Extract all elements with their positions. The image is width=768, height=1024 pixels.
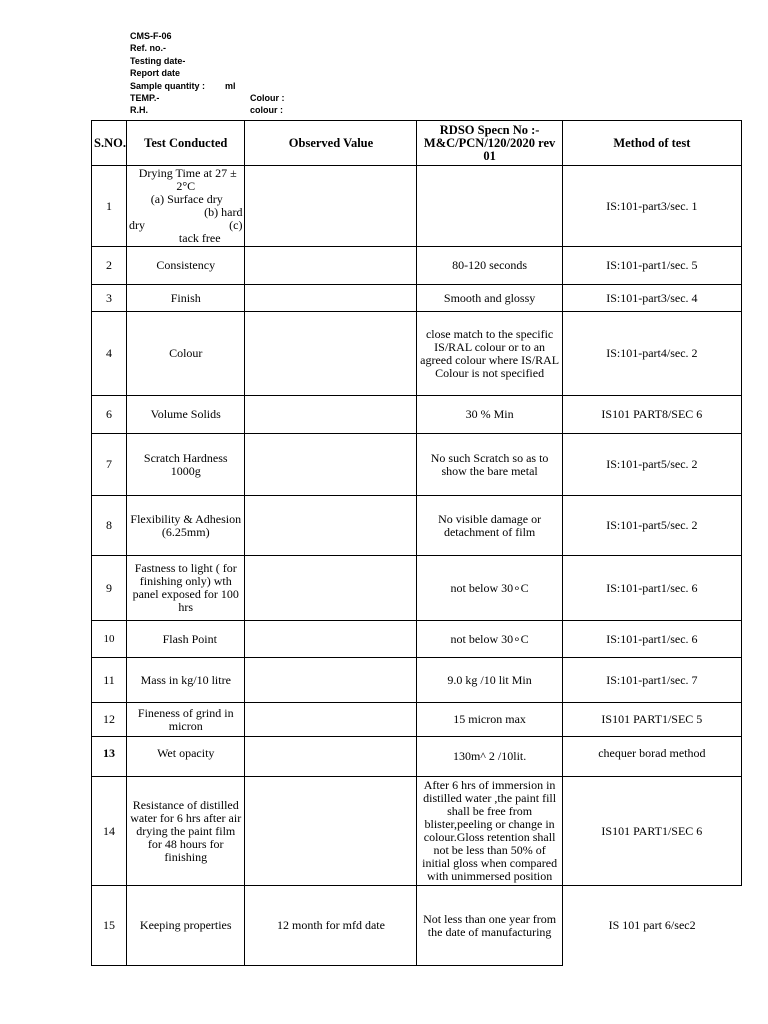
- table-row: [92, 658, 742, 703]
- spec-cell: not below 30∘C: [417, 621, 562, 658]
- sno-cell: 14: [92, 777, 127, 886]
- method-cell: IS101 PART1/SEC 5: [562, 703, 741, 737]
- report-header: [130, 30, 285, 117]
- table-row: [92, 621, 742, 658]
- table-row: [92, 556, 742, 621]
- observed-cell: [245, 658, 417, 703]
- test-cell: [127, 166, 245, 247]
- ref-no-label: Ref. no.-: [130, 43, 166, 54]
- sno-cell: 2: [92, 247, 127, 285]
- drying-line: 2°C: [176, 179, 196, 193]
- spec-cell: 30 % Min: [417, 396, 562, 434]
- colour-label-1: Colour :: [250, 92, 285, 103]
- observed-cell: [245, 777, 417, 886]
- drying-line: (a) Surface dry: [150, 192, 223, 206]
- col-header-observed: Observed Value: [245, 121, 417, 166]
- method-cell: IS:101-part1/sec. 6: [562, 621, 741, 658]
- sno-cell: 9: [92, 556, 127, 621]
- sno-cell: 11: [92, 658, 127, 703]
- rh-label: R.H.: [130, 105, 148, 116]
- observed-cell: [245, 166, 417, 247]
- method-cell: IS:101-part1/sec. 7: [562, 658, 741, 703]
- observed-cell: [245, 434, 417, 496]
- spec-cell: 15 micron max: [417, 703, 562, 737]
- drying-line: (b) hard: [204, 205, 243, 219]
- observed-cell: [245, 247, 417, 285]
- spec-cell: No visible damage or detachment of film: [417, 496, 562, 556]
- spec-cell: 80-120 seconds: [417, 247, 562, 285]
- rh-row: [130, 104, 283, 116]
- col-header-method: Method of test: [562, 121, 741, 166]
- test-cell: Colour: [127, 312, 245, 396]
- method-cell: IS:101-part5/sec. 2: [562, 434, 741, 496]
- col-header-spec: RDSO Specn No :-M&C/PCN/120/2020 rev 01: [417, 121, 562, 166]
- col-header-test: Test Conducted: [127, 121, 245, 166]
- sno-cell: 3: [92, 285, 127, 312]
- test-cell: Flash Point: [127, 621, 245, 658]
- test-report-table: [91, 120, 742, 966]
- method-cell: IS:101-part5/sec. 2: [562, 496, 741, 556]
- method-cell: IS:101-part1/sec. 6: [562, 556, 741, 621]
- sample-quantity-row: [130, 80, 236, 92]
- sno-cell: 7: [92, 434, 127, 496]
- testing-date-label: Testing date-: [130, 55, 186, 66]
- observed-cell: [245, 703, 417, 737]
- table-row: [92, 285, 742, 312]
- sno-cell: 4: [92, 312, 127, 396]
- drying-line: dry (c): [129, 218, 243, 232]
- table-row: [92, 166, 742, 247]
- sample-quantity-label: Sample quantity :: [130, 80, 206, 91]
- spec-cell: Not less than one year from the date of manufacturing: [417, 886, 562, 966]
- test-cell: Fineness of grind in micron: [127, 703, 245, 737]
- table-row: [92, 496, 742, 556]
- test-cell: Scratch Hardness 1000g: [127, 434, 245, 496]
- temp-row: [130, 92, 285, 104]
- table-row: [92, 737, 742, 777]
- method-cell: IS:101-part4/sec. 2: [562, 312, 741, 396]
- sample-quantity-unit: ml: [225, 80, 236, 91]
- temp-label: TEMP.-: [130, 92, 160, 103]
- method-cell: IS101 PART1/SEC 6: [562, 777, 741, 886]
- test-cell: Consistency: [127, 247, 245, 285]
- form-number: CMS-F-06: [130, 31, 172, 41]
- table-row: [92, 312, 742, 396]
- test-cell: Volume Solids: [127, 396, 245, 434]
- spec-cell: 130m^ 2 /10lit.: [417, 737, 562, 777]
- test-cell: Fastness to light ( for finishing only) wth panel exposed for 100 hrs: [127, 556, 245, 621]
- observed-cell: [245, 556, 417, 621]
- observed-cell: [245, 285, 417, 312]
- test-cell: Flexibility & Adhesion (6.25mm): [127, 496, 245, 556]
- test-cell: Mass in kg/10 litre: [127, 658, 245, 703]
- test-cell: Finish: [127, 285, 245, 312]
- table-header-row: [92, 121, 742, 166]
- table-row: [92, 703, 742, 737]
- sno-cell: 6: [92, 396, 127, 434]
- drying-line: tack free: [178, 231, 221, 245]
- observed-cell: [245, 312, 417, 396]
- spec-cell: 9.0 kg /10 lit Min: [417, 658, 562, 703]
- test-cell: Wet opacity: [127, 737, 245, 777]
- observed-cell: [245, 737, 417, 777]
- method-cell: IS:101-part3/sec. 1: [562, 166, 741, 247]
- table-row: [92, 396, 742, 434]
- table-row: [92, 777, 742, 886]
- method-cell: IS:101-part1/sec. 5: [562, 247, 741, 285]
- sno-cell: 13: [92, 737, 127, 777]
- test-cell: Resistance of distilled water for 6 hrs after air drying the paint film for 48 hours for finishing: [127, 777, 245, 886]
- method-cell: IS101 PART8/SEC 6: [562, 396, 741, 434]
- sno-cell: 10: [92, 621, 127, 658]
- method-cell: IS:101-part3/sec. 4: [562, 285, 741, 312]
- colour-label-2: colour :: [250, 105, 283, 116]
- spec-cell: After 6 hrs of immersion in distilled water ,the paint fill shall be free from blister,peeling or change in colour.Gloss retention shall not be less than 50% of initial gloss when compared with unimmersed position: [417, 777, 562, 886]
- spec-cell: Smooth and glossy: [417, 285, 562, 312]
- spec-cell: No such Scratch so as to show the bare metal: [417, 434, 562, 496]
- sno-cell: 12: [92, 703, 127, 737]
- drying-line: Drying Time at 27 ±: [138, 166, 237, 180]
- spec-cell: [417, 166, 562, 247]
- observed-cell: [245, 396, 417, 434]
- method-cell: IS 101 part 6/sec2: [562, 886, 741, 966]
- method-cell: chequer borad method: [562, 737, 741, 777]
- table-row: [92, 247, 742, 285]
- table-row: [92, 434, 742, 496]
- col-header-sno: S.NO.: [92, 121, 127, 166]
- sno-cell: 1: [92, 166, 127, 247]
- observed-cell: [245, 621, 417, 658]
- test-cell: Keeping properties: [127, 886, 245, 966]
- table-row: [92, 886, 742, 966]
- sno-cell: 8: [92, 496, 127, 556]
- spec-cell: not below 30∘C: [417, 556, 562, 621]
- observed-cell: 12 month for mfd date: [245, 886, 417, 966]
- report-date-label: Report date: [130, 68, 181, 79]
- sno-cell: 15: [92, 886, 127, 966]
- observed-cell: [245, 496, 417, 556]
- spec-cell: close match to the specific IS/RAL colour or to an agreed colour where IS/RAL Colour is not specified: [417, 312, 562, 396]
